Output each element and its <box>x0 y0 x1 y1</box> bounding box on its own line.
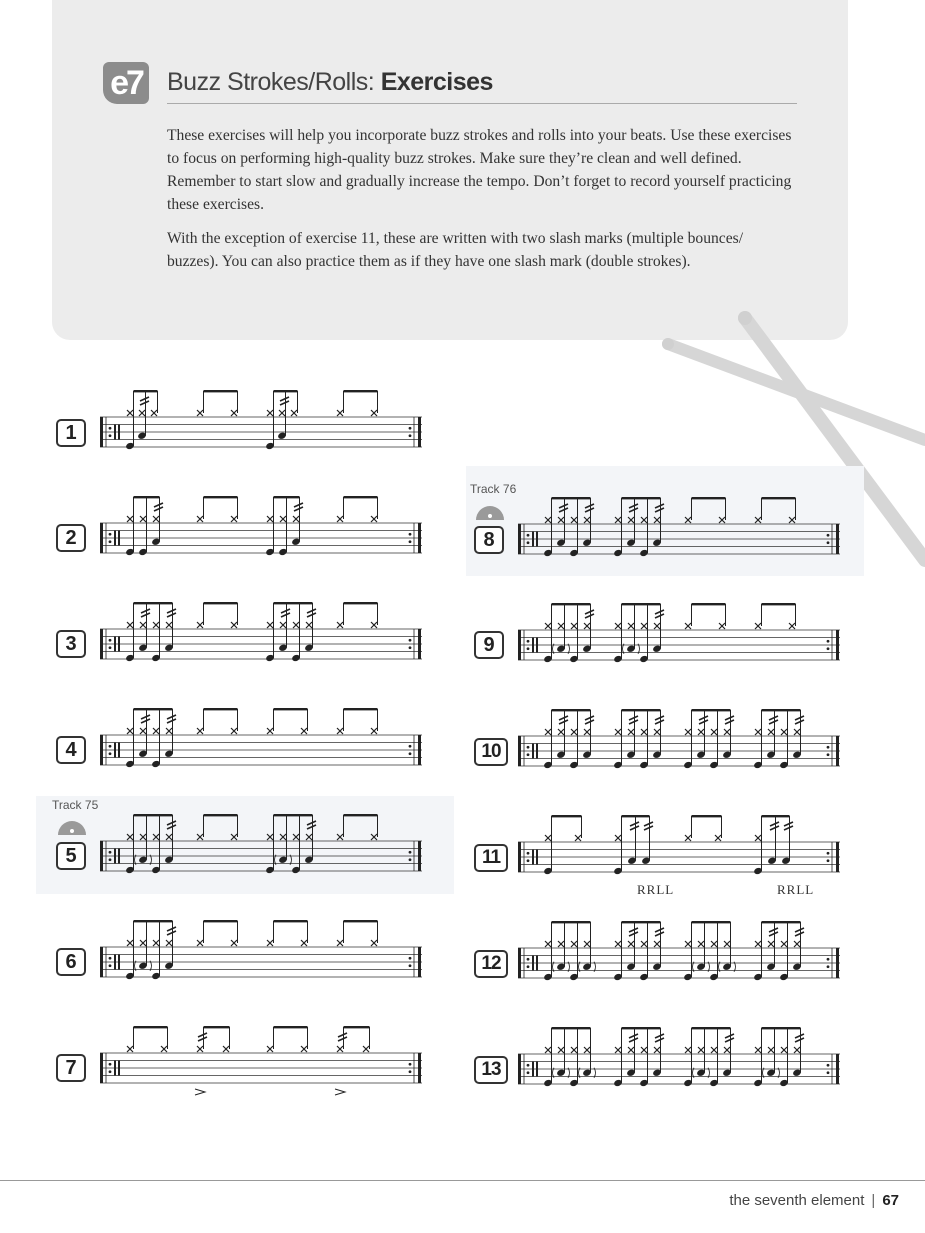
sticking-label: RRLL <box>637 882 675 897</box>
footer-separator: | <box>871 1192 876 1209</box>
exercise-number: 12 <box>474 950 508 978</box>
exercise-number: 6 <box>56 948 86 976</box>
drum-staff <box>516 810 842 880</box>
exercise-number: 1 <box>56 419 86 447</box>
sticking-label: RRLL <box>777 882 815 897</box>
track-75-label: Track 75 <box>52 798 99 812</box>
exercise-number: 10 <box>474 738 508 766</box>
book-title: the seventh element <box>729 1192 865 1209</box>
drum-staff <box>98 809 424 879</box>
drum-staff <box>516 1022 842 1092</box>
exercise-number: 7 <box>56 1054 86 1082</box>
exercise-number: 13 <box>474 1056 508 1084</box>
intro-paragraph-2: With the exception of exercise 11, these are written with two slash marks (multiple bounces/ buzzes). You can also practice them as if they have one slash mark (double strokes). <box>167 230 744 270</box>
title-prefix: Buzz Strokes/Rolls: <box>167 68 381 96</box>
drum-staff <box>98 491 424 561</box>
exercise-number: 11 <box>474 844 508 872</box>
drum-staff <box>516 704 842 774</box>
exercise-number: 4 <box>56 736 86 764</box>
drum-staff <box>516 916 842 986</box>
intro-paragraph-1: These exercises will help you incorporate buzz strokes and rolls into your beats. Use these exercises to focus on performing high-quality buzz strokes. Make sure they’re clean and well defined. Remember to start slow and gradually increase the tempo. Don’t forget to record yourself practicing these exercises. <box>167 127 792 213</box>
exercise-number: 8 <box>474 526 504 554</box>
drum-staff <box>98 703 424 773</box>
drum-staff <box>98 385 424 455</box>
track-76-label: Track 76 <box>470 482 517 496</box>
exercise-number: 5 <box>56 842 86 870</box>
exercise-number: 2 <box>56 524 86 552</box>
drum-staff <box>98 597 424 667</box>
exercise-number: 3 <box>56 630 86 658</box>
drum-staff <box>516 492 842 562</box>
exercise-number: 9 <box>474 631 504 659</box>
page-footer <box>729 1192 899 1209</box>
drum-staff <box>98 1021 424 1091</box>
page-number: 67 <box>882 1192 899 1209</box>
logo-text: e7 <box>110 64 142 102</box>
title-bold: Exercises <box>380 68 493 96</box>
drum-staff <box>516 598 842 668</box>
drum-staff <box>98 915 424 985</box>
footer-rule <box>0 1180 925 1181</box>
